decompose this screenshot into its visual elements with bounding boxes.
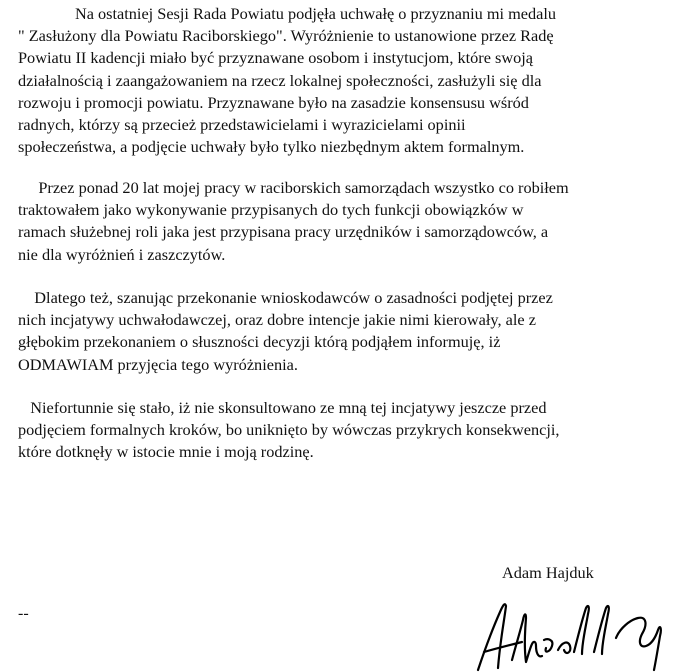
signature-separator: -- (18, 605, 29, 622)
paragraph-line: podjęciem formalnych kroków, bo uniknięto by wówczas przykrych konsekwencji, (18, 420, 560, 440)
paragraph-line: działalnością i zaangażowaniem na rzecz lokalnej społeczności, zasłużyli się dla (18, 70, 542, 90)
author-name: Adam Hajduk (502, 563, 594, 582)
paragraph-line: radnych, którzy są przecież przedstawicielami i wyrazicielami opinii (18, 115, 466, 135)
paragraph-line: Przez ponad 20 lat mojej pracy w raciborskich samorządach wszystko co robiłem (18, 178, 569, 197)
paragraph-line: Dlatego też, szanując przekonanie wnioskodawców o zasadności podjętej przez (18, 288, 553, 307)
paragraph-line: ODMAWIAM przyjęcia tego wyróżnienia. (18, 354, 298, 374)
paragraph-line: traktowałem jako wykonywanie przypisanych do tych funkcji obowiązków w (18, 200, 524, 220)
paragraph-4 (18, 397, 658, 464)
paragraph-line: Na ostatniej Sesji Rada Powiatu podjęła uchwałę o przyznaniu mi medalu (18, 4, 557, 23)
paragraph-line: społeczeństwa, a podjęcie uchwały było tylko niezbędnym aktem formalnym. (18, 137, 525, 157)
paragraph-2 (18, 177, 658, 266)
paragraph-line: Niefortunnie się stało, iż nie skonsultowano ze mną tej incjatywy jeszcze przed (18, 398, 547, 417)
paragraph-3 (18, 287, 658, 376)
paragraph-line: Powiatu II kadencji miało być przyznawane osobom i instytucjom, które swoją (18, 48, 533, 68)
paragraph-line: rozwoju i promocji powiatu. Przyznawane było na zasadzie konsensusu wśród (18, 92, 529, 112)
paragraph-line: głębokim przekonaniem o słuszności decyzji którą podjąłem informuję, iż (18, 332, 501, 352)
paragraph-line: nie dla wyróżnień i zaszczytów. (18, 244, 226, 264)
paragraph-1 (18, 3, 658, 158)
paragraph-line: ramach służebnej roli jaka jest przypisana pracy urzędników i samorządowców, a (18, 222, 549, 242)
handwritten-signature (470, 590, 675, 672)
paragraph-line: " Zasłużony dla Powiatu Raciborskiego". Wyróżnienie to ustanowione przez Radę (18, 26, 554, 46)
paragraph-line: nich incjatywy uchwałodawczej, oraz dobre intencje jakie nimi kierowały, ale z (18, 310, 536, 330)
paragraph-line: które dotknęły w istocie mnie i moją rodzinę. (18, 442, 314, 462)
